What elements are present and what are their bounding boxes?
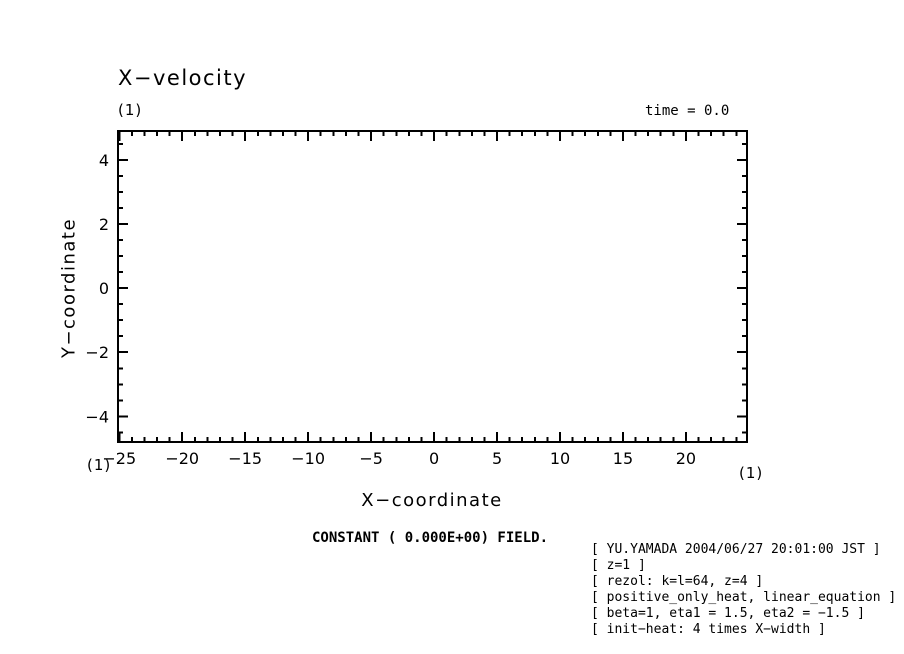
- y-tick-label: 0: [98, 279, 109, 299]
- y-tick-label: 4: [98, 150, 109, 170]
- x-tick-label: −10: [291, 449, 326, 468]
- comment-line: [ init−heat: 4 times X−width ]: [591, 622, 826, 637]
- corner-unit-bottom-left: (1): [87, 456, 112, 474]
- comment-line: [ z=1 ]: [591, 558, 646, 573]
- title-unit-label: (1): [118, 101, 143, 119]
- comment-block: [591, 542, 896, 638]
- y-tick-label: −2: [85, 343, 109, 363]
- x-tick-label: −25: [102, 449, 137, 468]
- y-axis-label: Y−coordinate: [58, 217, 80, 359]
- field-note: CONSTANT ( 0.000E+00) FIELD.: [312, 530, 549, 546]
- x-tick-label: 15: [612, 449, 634, 468]
- comment-line: [ positive_only_heat, linear_equation ]: [591, 590, 897, 605]
- x-tick-label: 10: [549, 449, 571, 468]
- y-tick-label: 2: [98, 214, 109, 234]
- x-tick-label: 20: [675, 449, 697, 468]
- x-tick-label: 5: [491, 449, 503, 468]
- axes-frame: [118, 131, 747, 442]
- comment-line: [ rezol: k=l=64, z=4 ]: [591, 574, 764, 589]
- x-tick-label: −15: [228, 449, 263, 468]
- y-tick-label: −4: [85, 407, 109, 427]
- corner-unit-bottom-right: (1): [739, 464, 764, 482]
- page-title: X−velocity: [118, 66, 248, 90]
- axis-ticks: [118, 131, 747, 442]
- comment-line: [ beta=1, eta1 = 1.5, eta2 = −1.5 ]: [591, 606, 865, 621]
- time-label: time = 0.0: [645, 103, 730, 119]
- x-axis-label: X−coordinate: [361, 490, 503, 511]
- x-tick-label: −5: [359, 449, 383, 468]
- x-tick-label: 0: [428, 449, 440, 468]
- x-tick-label: −20: [165, 449, 200, 468]
- comment-line: [ YU.YAMADA 2004/06/27 20:01:00 JST ]: [591, 542, 881, 557]
